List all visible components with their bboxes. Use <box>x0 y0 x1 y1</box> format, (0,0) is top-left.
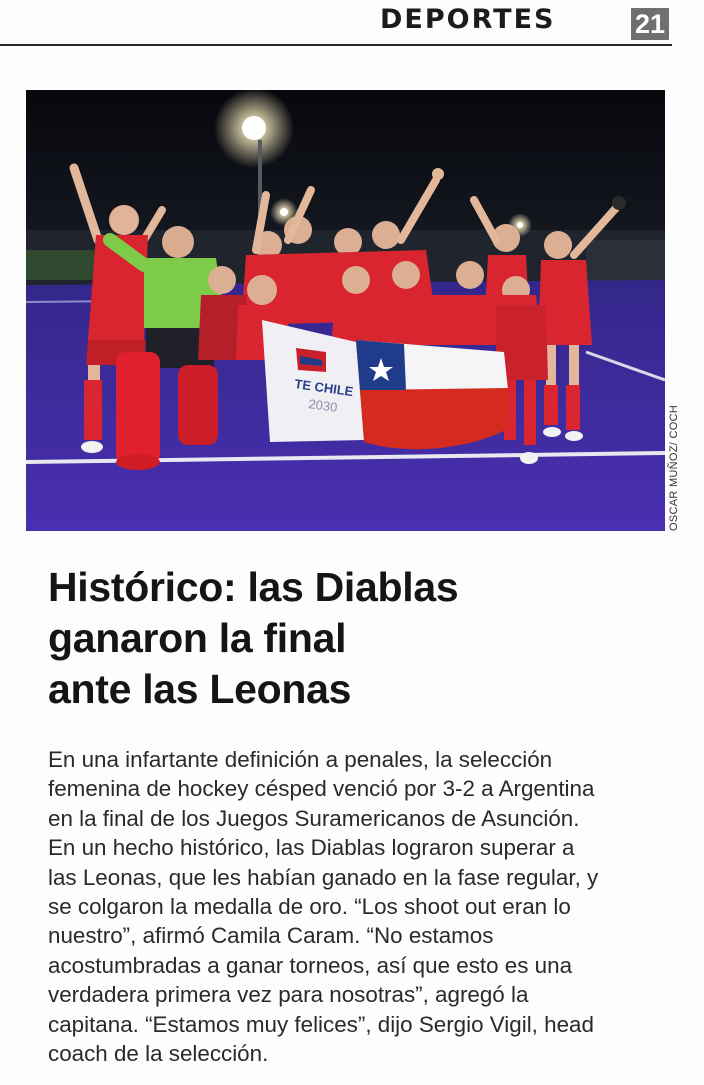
floodlight <box>242 116 266 140</box>
body-line: acostumbradas a ganar torneos, así que esto es una <box>48 952 573 978</box>
body-line: en la final de los Juegos Suramericanos de Asunción. <box>48 805 580 831</box>
article-body <box>48 745 688 1068</box>
photo-credit: OSCAR MUÑOZ/ COCH <box>668 404 680 531</box>
section-title: DEPORTES <box>380 4 556 35</box>
fence <box>26 250 96 280</box>
banner-year: 2030 <box>307 396 339 415</box>
team-celebration-photo <box>26 90 665 531</box>
header-rule <box>0 44 672 46</box>
headline-line: ganaron la final <box>48 615 347 661</box>
body-line: En un hecho histórico, las Diablas lograron superar a <box>48 835 575 861</box>
body-line: capitana. “Estamos muy felices”, dijo Sergio Vigil, head <box>48 1011 594 1037</box>
chile-flag <box>356 340 508 449</box>
body-line: verdadera primera vez para nosotras”, agregó la <box>48 982 529 1008</box>
body-line: las Leonas, que les habían ganado en la fase regular, y <box>48 864 599 890</box>
headline <box>48 562 648 715</box>
body-line: nuestro”, afirmó Camila Caram. “No estamos <box>48 923 494 949</box>
banner-text: TE CHILE <box>293 376 355 400</box>
body-line: se colgaron la medalla de oro. “Los shoot out eran lo <box>48 894 571 920</box>
body-line: En una infartante definición a penales, la selección <box>48 747 553 772</box>
page-header <box>0 0 704 48</box>
building <box>586 240 665 285</box>
floodlight-small-2 <box>517 222 523 228</box>
body-line: femenina de hockey césped venció por 3-2 a Argentina <box>48 776 595 802</box>
floodlight-small <box>280 208 288 216</box>
body-line: coach de la selección. <box>48 1041 269 1067</box>
photo-illustration <box>26 90 665 531</box>
headline-line: ante las Leonas <box>48 666 352 712</box>
headline-line: Histórico: las Diablas <box>48 564 459 610</box>
page-number: 21 <box>631 8 669 40</box>
